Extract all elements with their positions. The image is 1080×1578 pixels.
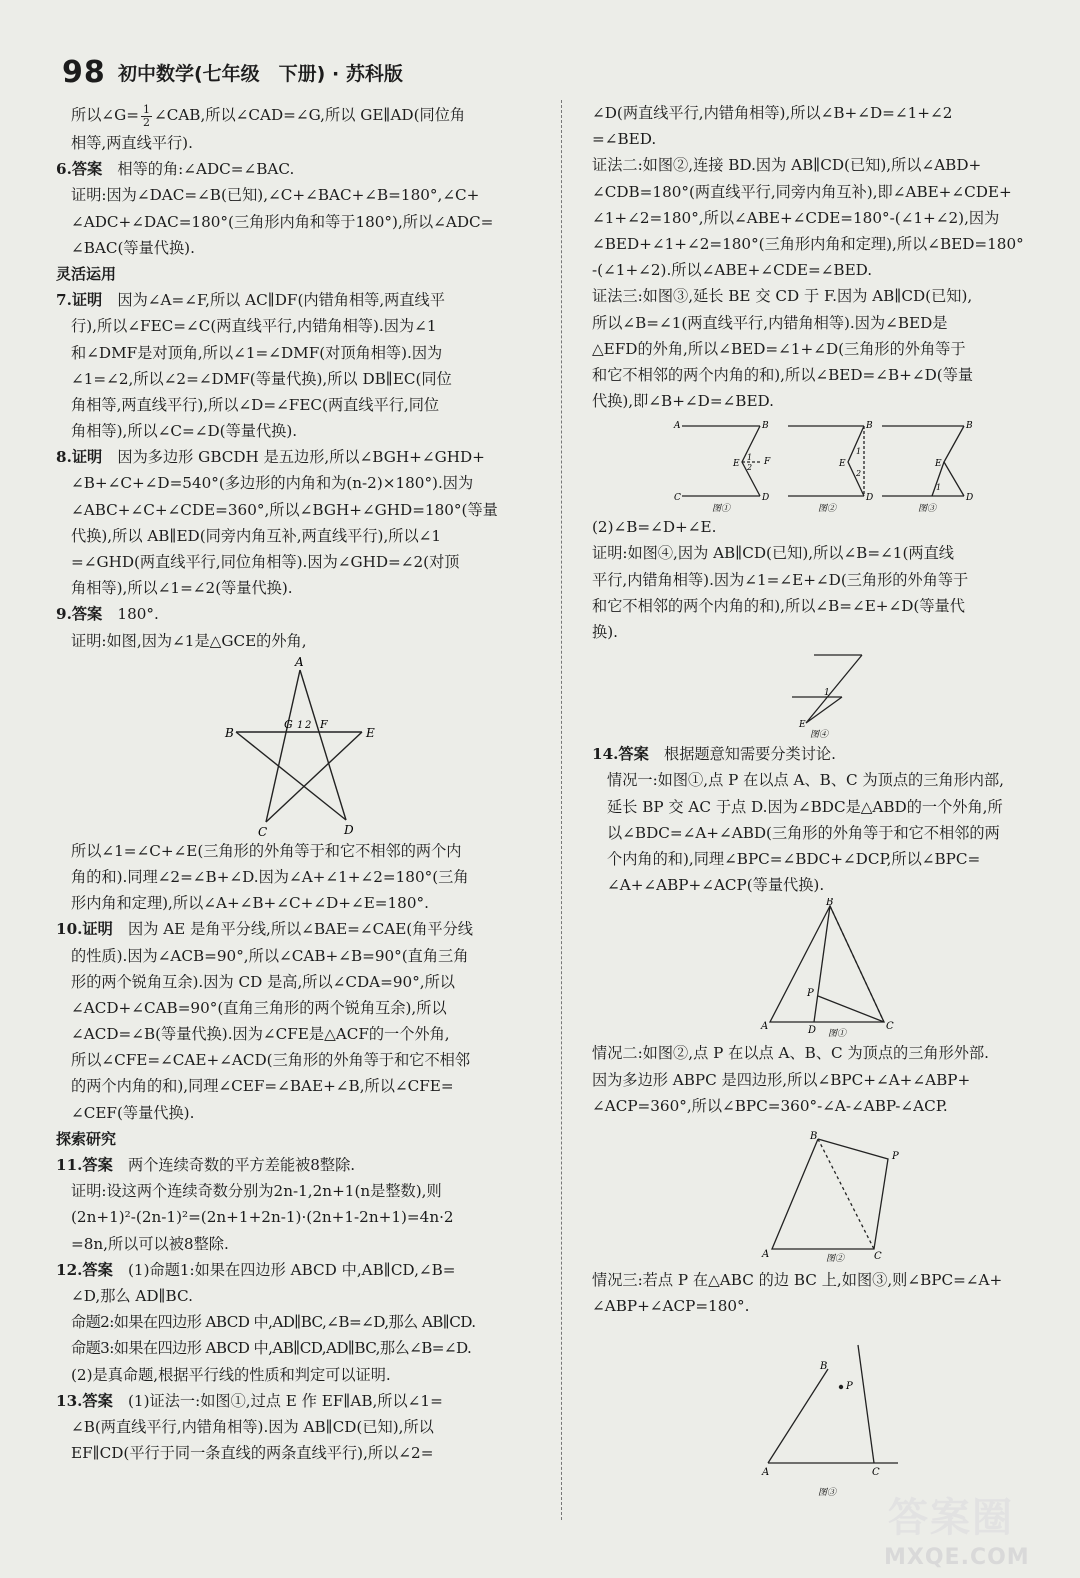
q10-line-6: 所以∠CFE=∠CAE+∠ACD(三角形的外角等于和它不相邻: [71, 1051, 471, 1070]
fig3-path-bed: [944, 426, 964, 496]
q13-line-3: EF∥CD(平行于同一条直线的两条直线平行),所以∠2=: [71, 1444, 434, 1463]
fig4-caption: 图④: [810, 730, 829, 741]
fig1-label-f: F: [764, 457, 771, 468]
q14f3-label-b: B: [820, 1361, 828, 1373]
q13-line-1: [56, 1388, 540, 1414]
watermark-logo: 答案圈: [888, 1495, 1014, 1541]
q11-line-4: =8n,所以可以被8整除.: [71, 1234, 229, 1253]
q10-line-8: ∠CEF(等量代换).: [71, 1103, 195, 1122]
q10-label: 10.证明: [56, 920, 113, 939]
fig1-angle-2: 2: [747, 463, 753, 473]
star-edge-ad: [300, 670, 346, 820]
q6-line-2: 证明:因为∠DAC=∠B(已知),∠C+∠BAC+∠B=180°,∠C+: [71, 186, 480, 205]
q5-text-pre: 所以∠G=: [71, 106, 139, 124]
q6-text: 相等的角:∠ADC=∠BAC.: [102, 160, 295, 179]
r-line-17: 换).: [592, 623, 618, 641]
q14f1-label-a: A: [761, 1021, 769, 1033]
q7-line-5: 角相等,两直线平行),所以∠D=∠FEC(两直线平行,同位: [71, 395, 440, 414]
section-heading-explore: 探索研究: [56, 1129, 117, 1148]
q6-line-4: ∠BAC(等量代换).: [71, 238, 195, 257]
fig2-angle-1: 1: [856, 447, 862, 457]
q14f3-line-cb-extended: [858, 1345, 874, 1463]
q11-label: 11.答案: [56, 1156, 113, 1174]
q8-line-5: =∠GHD(两直线平行,同位角相等).因为∠GHD=∠2(对顶: [71, 553, 460, 571]
q10-line-2: 的性质).因为∠ACB=90°,所以∠CAB+∠B=90°(直角三角: [71, 946, 469, 965]
q14-line-3: 延长 BP 交 AC 于点 D.因为∠BDC是△ABD的一个外角,所: [607, 797, 1003, 816]
q9-line-3: 所以∠1=∠C+∠E(三角形的外角等于和它不相邻的两个内: [71, 841, 462, 860]
q12-label: 12.答案: [56, 1260, 113, 1279]
q13-figure-4: [592, 645, 1068, 741]
site-watermark: [884, 1486, 1060, 1570]
q14-line-2: 情况一:如图①,点 P 在以点 A、B、C 为顶点的三角形内部,: [607, 771, 1004, 790]
star-figure: [56, 654, 540, 838]
q13-figures-1-3: [592, 414, 1068, 514]
star-edge-ac: [266, 670, 300, 822]
q13-text: (1)证法一:如图①,过点 E 作 EF∥AB,所以∠1=: [112, 1391, 443, 1410]
q14-line-5: 个内角的和),同理∠BPC=∠BDC+∠DCP,所以∠BPC=: [607, 849, 981, 868]
q14f2-label-c: C: [874, 1250, 882, 1262]
book-title: 初中数学(七年级 下册) · 苏科版: [118, 63, 403, 85]
q8-line-6: 角相等),所以∠1=∠2(等量代换).: [71, 579, 293, 598]
fig2-path-bed: [848, 426, 864, 496]
q11-line-3: (2n+1)²-(2n-1)²=(2n+1+2n-1)·(2n+1-2n+1)=4n·2: [71, 1208, 454, 1227]
q14-line-10: 情况三:若点 P 在△ABC 的边 BC 上,如图③,则∠BPC=∠A+: [592, 1270, 1003, 1289]
q14f2-line-bc-dashed: [818, 1139, 874, 1249]
q7-line-6: 角相等),所以∠C=∠D(等量代换).: [71, 422, 298, 441]
q9-line-5: 形内角和定理),所以∠A+∠B+∠C+∠D+∠E=180°.: [71, 894, 429, 913]
q14-line-11: ∠ABP+∠ACP=180°.: [592, 1297, 750, 1316]
q14f3-label-p: P: [846, 1381, 853, 1393]
q13-label: 13.答案: [56, 1391, 113, 1410]
q7-line-4: ∠1=∠2,所以∠2=∠DMF(等量代换),所以 DB∥EC(同位: [71, 369, 452, 388]
star-label-d: D: [344, 822, 354, 837]
r-line-15: 平行,内错角相等).因为∠1=∠E+∠D(三角形的外角等于: [592, 570, 969, 589]
fig1-label-a: A: [674, 421, 681, 432]
q14f1-label-b: B: [826, 898, 834, 909]
section-heading-flexible: 灵活运用: [56, 264, 117, 283]
q9-line-4: 角的和).同理∠2=∠B+∠D.因为∠A+∠1+∠2=180°(三角: [71, 867, 469, 886]
fig3-caption: 图③: [918, 504, 937, 515]
fraction-denominator: 2: [142, 115, 150, 129]
q14f3-caption: 图③: [818, 1488, 837, 1499]
q8-line-3: ∠ABC+∠C+∠CDE=360°,所以∠BGH+∠GHD=180°(等量: [71, 500, 498, 519]
r-line-6: ∠BED+∠1+∠2=180°(三角形内角和定理),所以∠BED=180°: [592, 234, 1024, 253]
fig2-angle-2: 2: [856, 469, 862, 479]
fig1-label-c: C: [674, 493, 681, 504]
q10-line-1: [56, 916, 540, 942]
q12-line-5: (2)是真命题,根据平行线的性质和判定可以证明.: [71, 1365, 391, 1384]
q11-text: 两个连续奇数的平方差能被8整除.: [112, 1156, 356, 1174]
q14f1-line-bd: [814, 906, 830, 1022]
fig2-caption: 图②: [818, 504, 837, 515]
fig2-label-e: E: [839, 459, 846, 470]
q9-text: 180°.: [102, 605, 159, 624]
r-line-9: 所以∠B=∠1(两直线平行,内错角相等).因为∠BED是: [592, 313, 948, 332]
q7-text: 因为∠A=∠F,所以 AC∥DF(内错角相等,两直线平: [102, 291, 445, 310]
r-line-7: -(∠1+∠2).所以∠ABE+∠CDE=∠BED.: [592, 261, 873, 280]
q14-line-4: 以∠BDC=∠A+∠ABD(三角形的外角等于和它不相邻的两: [607, 823, 1000, 842]
q12-line-1: [56, 1257, 540, 1283]
fig1-label-b: B: [762, 421, 769, 432]
q5-line-1: [56, 100, 540, 130]
star-angle-2: 2: [305, 719, 312, 731]
q14f2-label-p: P: [892, 1150, 899, 1162]
q12-line-2: ∠D,那么 AD∥BC.: [71, 1286, 193, 1305]
q8-line-4: 代换),所以 AB∥ED(同旁内角互补,两直线平行),所以∠1: [71, 526, 442, 545]
q5-line-2: 相等,两直线平行).: [71, 134, 193, 152]
r-line-1: ∠D(两直线平行,内错角相等),所以∠B+∠D=∠1+∠2: [592, 104, 953, 122]
watermark-text: MXQE.COM: [884, 1545, 1030, 1570]
q7-line-3: 和∠DMF是对顶角,所以∠1=∠DMF(对顶角相等).因为: [71, 343, 443, 362]
fig2-label-d: D: [866, 493, 874, 504]
q12-text: (1)命题1:如果在四边形 ABCD 中,AB∥CD,∠B=: [112, 1260, 456, 1279]
q14f1-label-c: C: [886, 1021, 894, 1033]
fraction-numerator: 1: [142, 102, 150, 116]
right-column: [592, 100, 1068, 1501]
q14-label: 14.答案: [592, 745, 649, 764]
q10-text: 因为 AE 是角平分线,所以∠BAE=∠CAE(角平分线: [112, 920, 473, 939]
q14f1-label-p: P: [807, 988, 814, 1000]
q10-line-4: ∠ACD+∠CAB=90°(直角三角形的两个锐角互余),所以: [71, 998, 447, 1017]
q8-line-1: [56, 444, 540, 470]
star-label-c: C: [258, 824, 268, 838]
q10-line-5: ∠ACD=∠B(等量代换).因为∠CFE是△ACF的一个外角,: [71, 1025, 450, 1044]
r-line-10: △EFD的外角,所以∠BED=∠1+∠D(三角形的外角等于: [592, 339, 966, 358]
q14f3-line-ab: [768, 1369, 828, 1463]
q14-line-1: [592, 741, 1068, 767]
q11-line-1: [56, 1152, 540, 1178]
q14-figure-1: [592, 898, 1068, 1040]
q7-line-2: 行),所以∠FEC=∠C(两直线平行,内错角相等).因为∠1: [71, 317, 437, 336]
q14-line-6: ∠A+∠ABP+∠ACP(等量代换).: [607, 876, 825, 895]
star-label-a: A: [295, 654, 304, 669]
r-line-5: ∠1+∠2=180°,所以∠ABE+∠CDE=180°-(∠1+∠2),因为: [592, 208, 1000, 227]
r-line-8: 证法三:如图③,延长 BE 交 CD 于 F.因为 AB∥CD(已知),: [592, 287, 973, 306]
q14f2-caption: 图②: [826, 1253, 845, 1264]
fig1-label-e: E: [733, 459, 740, 470]
q14f2-quad-abpc: [772, 1139, 888, 1249]
r-line-12: 代换),即∠B+∠D=∠BED.: [592, 392, 774, 411]
q8-label: 8.证明: [56, 448, 103, 467]
q14-line-8: 因为多边形 ABPC 是四边形,所以∠BPC+∠A+∠ABP+: [592, 1070, 971, 1089]
r-line-14: 证明:如图④,因为 AB∥CD(已知),所以∠B=∠1(两直线: [592, 544, 954, 563]
page-number: 98: [62, 55, 106, 90]
q8-line-2: ∠B+∠C+∠D=540°(多边形的内角和为(n-2)×180°).因为: [71, 474, 474, 493]
q6-line-3: ∠ADC+∠DAC=180°(三角形内角和等于180°),所以∠ADC=: [71, 212, 494, 231]
q13-line-2: ∠B(两直线平行,内错角相等).因为 AB∥CD(已知),所以: [71, 1417, 434, 1436]
fig4-label-e: E: [799, 720, 806, 731]
q11-line-2: 证明:设这两个连续奇数分别为2n-1,2n+1(n是整数),则: [71, 1182, 442, 1201]
q14f3-label-a: A: [762, 1467, 770, 1479]
q10-line-7: 的两个内角的和),同理∠CEF=∠BAE+∠B,所以∠CFE=: [71, 1077, 454, 1096]
fig1-angle-1: 1: [747, 453, 753, 463]
fig1-caption: 图①: [712, 504, 731, 515]
star-label-g: G: [284, 717, 293, 731]
q14f1-label-d: D: [808, 1025, 817, 1037]
q14f2-label-b: B: [810, 1130, 818, 1142]
q6-line-1: [56, 156, 540, 182]
fig3-label-e: E: [935, 459, 942, 470]
star-edge-ec: [266, 732, 362, 822]
q14f2-label-a: A: [762, 1248, 770, 1260]
q14-figure-3: [592, 1319, 1068, 1501]
page-header: [62, 55, 1022, 95]
fig4-angle-1: 1: [824, 688, 830, 699]
star-edge-bd: [236, 732, 346, 820]
fig3-label-d: D: [966, 493, 974, 504]
r-line-16: 和它不相邻的两个内角的和),所以∠B=∠E+∠D(等量代: [592, 596, 965, 615]
fig1-label-d: D: [762, 493, 770, 504]
r-line-11: 和它不相邻的两个内角的和),所以∠BED=∠B+∠D(等量: [592, 365, 974, 384]
r-line-2: =∠BED.: [592, 130, 657, 149]
q7-line-1: [56, 287, 540, 313]
r-line-13: (2)∠B=∠D+∠E.: [592, 518, 717, 537]
fig2-label-b: B: [866, 421, 873, 432]
q14f3-point-p: [839, 1385, 843, 1389]
star-angle-1: 1: [297, 719, 304, 731]
q14-line-7: 情况二:如图②,点 P 在以点 A、B、C 为顶点的三角形外部.: [592, 1044, 989, 1063]
q14f1-caption: 图①: [828, 1029, 847, 1040]
q12-line-4: 命题3:如果在四边形 ABCD 中,AB∥CD,AD∥BC,那么∠B=∠D.: [71, 1339, 472, 1358]
q9-line-2: 证明:如图,因为∠1是△GCE的外角,: [71, 631, 307, 650]
q9-label: 9.答案: [56, 605, 103, 624]
star-label-e: E: [366, 725, 375, 740]
q9-line-1: [56, 601, 540, 627]
r-line-4: ∠CDB=180°(两直线平行,同旁内角互补),即∠ABE+∠CDE+: [592, 182, 1012, 201]
q7-label: 7.证明: [56, 291, 103, 310]
q14-figure-2: [592, 1119, 1068, 1267]
column-divider: [561, 100, 562, 1520]
star-label-f: F: [320, 717, 328, 731]
q5-text-post: ∠CAB,所以∠CAD=∠G,所以 GE∥AD(同位角: [153, 106, 466, 124]
q14f3-label-c: C: [872, 1467, 880, 1479]
r-line-3: 证法二:如图②,连接 BD.因为 AB∥CD(已知),所以∠ABD+: [592, 156, 982, 175]
star-label-b: B: [225, 725, 234, 740]
q14-line-9: ∠ACP=360°,所以∠BPC=360°-∠A-∠ABP-∠ACP.: [592, 1096, 948, 1115]
fig4-path-bed: [806, 655, 862, 723]
fig3-angle-1: 1: [936, 483, 942, 493]
q6-label: 6.答案: [56, 160, 103, 179]
fig3-label-b: B: [966, 421, 973, 432]
q12-line-3: 命题2:如果在四边形 ABCD 中,AD∥BC,∠B=∠D,那么 AB∥CD.: [71, 1313, 476, 1332]
q8-text: 因为多边形 GBCDH 是五边形,所以∠BGH+∠GHD+: [102, 448, 485, 467]
q14-text: 根据题意知需要分类讨论.: [648, 745, 836, 764]
fraction-half: [141, 104, 152, 129]
left-column: [56, 100, 540, 1466]
q10-line-3: 形的两个锐角互余).因为 CD 是高,所以∠CDA=90°,所以: [71, 972, 455, 991]
